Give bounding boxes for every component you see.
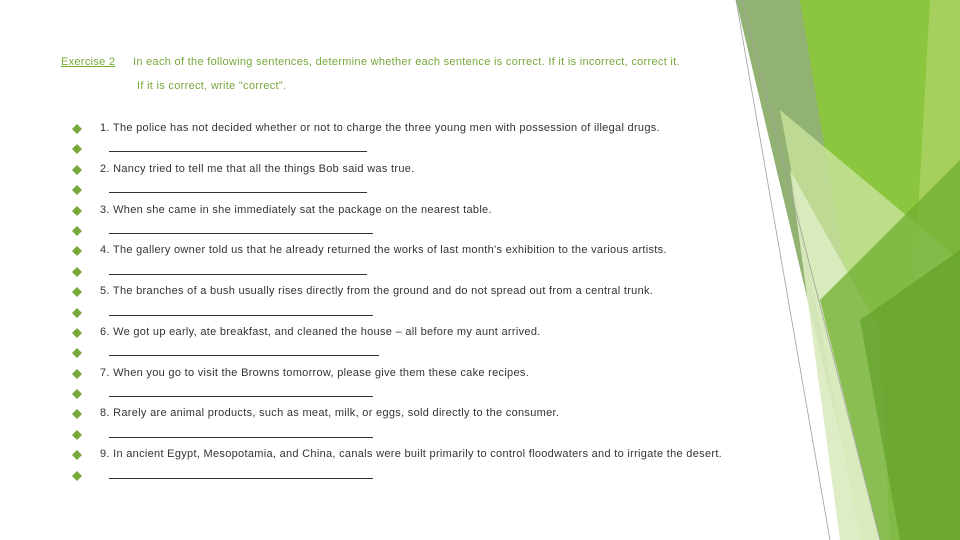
list-item — [72, 119, 772, 139]
answer-blank[interactable] — [109, 437, 373, 438]
answer-blank[interactable] — [109, 151, 367, 152]
instruction-line-1: In each of the following sentences, determine whether each sentence is correct. If it is incorrect, correct it. — [133, 56, 680, 68]
answer-line-item — [72, 425, 772, 445]
answer-blank[interactable] — [109, 396, 373, 397]
diamond-bullet-icon — [72, 267, 82, 277]
list-item — [72, 282, 772, 302]
diamond-bullet-icon — [72, 430, 82, 440]
answer-line-item — [72, 221, 772, 241]
exercise-label: Exercise 2 — [61, 56, 116, 68]
diamond-bullet-icon — [72, 144, 82, 154]
diamond-bullet-icon — [72, 124, 82, 134]
diamond-bullet-icon — [72, 246, 82, 256]
answer-blank[interactable] — [109, 315, 373, 316]
sentence-text: 6. We got up early, ate breakfast, and cleaned the house – all before my aunt arrived. — [100, 325, 541, 338]
list-item — [72, 404, 772, 424]
diamond-bullet-icon — [72, 389, 82, 399]
sentence-text: 1. The police has not decided whether or not to charge the three young men with possession of illegal drugs. — [100, 122, 660, 134]
answer-line-item — [72, 180, 772, 200]
answer-blank[interactable] — [109, 355, 379, 356]
sentence-text: 2. Nancy tried to tell me that all the things Bob said was true. — [100, 162, 415, 175]
list-item — [72, 241, 772, 261]
list-item — [72, 160, 772, 180]
list-item — [72, 323, 772, 343]
answer-blank[interactable] — [109, 478, 373, 479]
diamond-bullet-icon — [72, 450, 82, 460]
diamond-bullet-icon — [72, 165, 82, 175]
sentence-text: 4. The gallery owner told us that he already returned the works of last month's exhibition to the various artists. — [100, 244, 667, 257]
answer-line-item — [72, 139, 772, 159]
answer-line-item — [72, 262, 772, 282]
diamond-bullet-icon — [72, 226, 82, 236]
answer-line-item — [72, 343, 772, 363]
list-item — [72, 364, 772, 384]
diamond-bullet-icon — [72, 409, 82, 419]
diamond-bullet-icon — [72, 471, 82, 481]
diamond-bullet-icon — [72, 348, 82, 358]
sentence-text: 3. When she came in she immediately sat the package on the nearest table. — [100, 203, 492, 216]
answer-blank[interactable] — [109, 233, 373, 234]
diamond-bullet-icon — [72, 308, 82, 318]
answer-line-item — [72, 384, 772, 404]
instruction-line-2: If it is correct, write "correct". — [137, 80, 287, 92]
sentence-text: 9. In ancient Egypt, Mesopotamia, and China, canals were built primarily to control floodwaters and to irrigate the desert. — [100, 448, 723, 461]
answer-line-item — [72, 466, 772, 486]
diamond-bullet-icon — [72, 287, 82, 297]
sentence-text: 5. The branches of a bush usually rises directly from the ground and do not spread out from a central trunk. — [100, 285, 654, 298]
sentence-text: 7. When you go to visit the Browns tomorrow, please give them these cake recipes. — [100, 366, 530, 379]
answer-line-item — [72, 303, 772, 323]
diamond-bullet-icon — [72, 328, 82, 338]
diamond-bullet-icon — [72, 369, 82, 379]
answer-blank[interactable] — [109, 192, 367, 193]
answer-blank[interactable] — [109, 274, 367, 275]
diamond-bullet-icon — [72, 185, 82, 195]
exercise-list — [72, 119, 772, 486]
list-item — [72, 201, 772, 221]
sentence-text: 8. Rarely are animal products, such as meat, milk, or eggs, sold directly to the consumer. — [100, 407, 560, 420]
diamond-bullet-icon — [72, 206, 82, 216]
list-item — [72, 445, 772, 465]
